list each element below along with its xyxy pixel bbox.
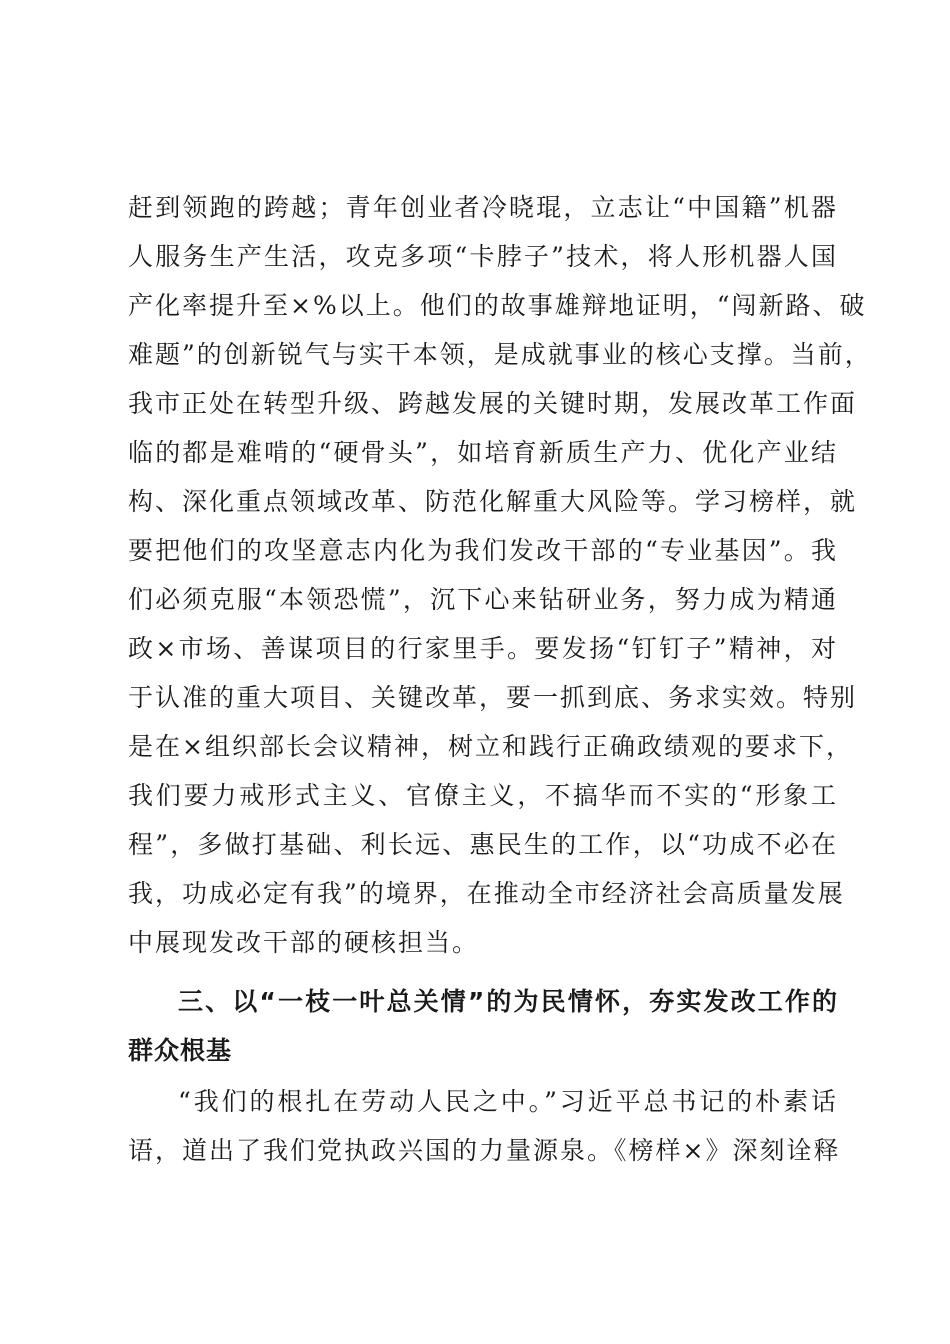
text-line: 中展现发改干部的硬核担当。 — [128, 928, 480, 957]
text-line: 我们要力戒形式主义、官僚主义，不搞华而不实的“形象工 — [128, 781, 838, 810]
text-line: 于认准的重大项目、关键改革，要一抓到底、务求实效。特别 — [128, 683, 858, 712]
heading-line: 群众根基 — [128, 1036, 233, 1065]
text-line: 赶到领跑的跨越；青年创业者冷晓琨，立志让“中国籍”机器 — [128, 193, 838, 222]
text-line: “我们的根扎在劳动人民之中。”习近平总书记的朴素话 — [178, 1087, 838, 1116]
text-line: 程”，多做打基础、利长远、惠民生的工作，以“功成不必在 — [128, 830, 838, 859]
text-line: 临的都是难啃的“硬骨头”，如培育新质生产力、优化产业结 — [128, 438, 838, 467]
heading-line: 三、以“一枝一叶总关情”的为民情怀，夯实发改工作的 — [178, 987, 838, 1016]
text-line: 难题”的创新锐气与实干本领，是成就事业的核心支撑。当前， — [128, 340, 872, 369]
text-line: 产化率提升至×%以上。他们的故事雄辩地证明，“闯新路、破 — [128, 291, 867, 320]
text-line: 语，道出了我们党执政兴国的力量源泉。《榜样×》深刻诠释 — [128, 1136, 841, 1165]
text-line: 我市正处在转型升级、跨越发展的关键时期，发展改革工作面 — [128, 389, 858, 418]
text-line: 们必须克服“本领恐慌”，沉下心来钻研业务，努力成为精通 — [128, 585, 838, 614]
section-heading-3 — [128, 977, 838, 1075]
body-paragraph-1 — [128, 183, 872, 967]
text-line: 构、深化重点领域改革、防范化解重大风险等。学习榜样，就 — [128, 487, 858, 516]
text-line: 要把他们的攻坚意志内化为我们发改干部的“专业基因”。我 — [128, 536, 838, 565]
text-line: 是在×组织部长会议精神，树立和践行正确政绩观的要求下， — [128, 732, 853, 761]
body-paragraph-2 — [128, 1077, 841, 1175]
text-line: 政×市场、善谋项目的行家里手。要发扬“钉钉子”精神，对 — [128, 634, 838, 663]
text-line: 人服务生产生活，攻克多项“卡脖子”技术，将人形机器人国 — [128, 242, 838, 271]
text-line: 我，功成必定有我”的境界，在推动全市经济社会高质量发展 — [128, 879, 845, 908]
